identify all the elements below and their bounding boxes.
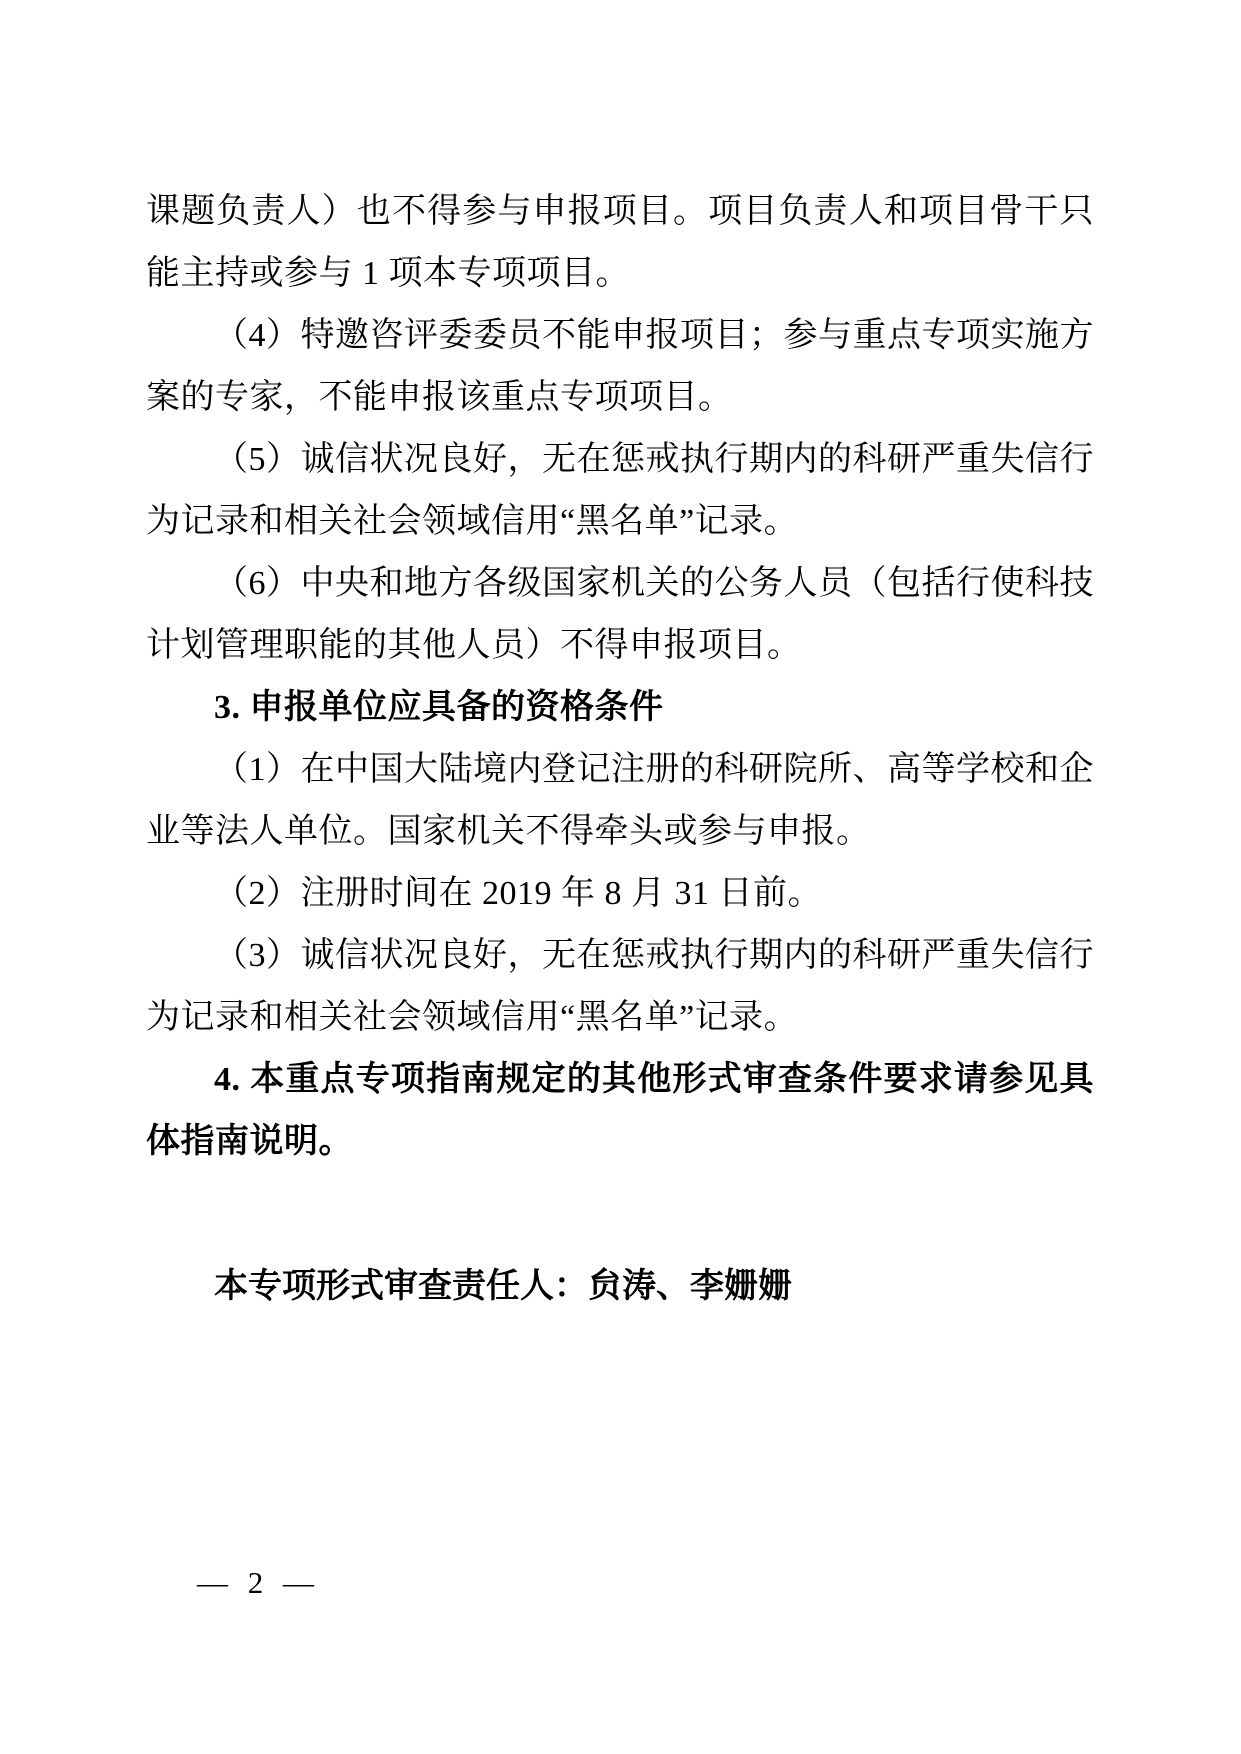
- section-heading-3: 3. 申报单位应具备的资格条件: [214, 689, 664, 726]
- paragraph-item-5: （5）诚信状况良好，无在惩戒执行期内的科研严重失信行为记录和相关社会领域信用“黑名单”记录。: [146, 441, 1094, 540]
- paragraph-unit-item-3: （3）诚信状况良好，无在惩戒执行期内的科研严重失信行为记录和相关社会领域信用“黑名单”记录。: [146, 937, 1094, 1036]
- page-number: — 2 —: [197, 1565, 315, 1600]
- paragraph-item-6: （6）中央和地方各级国家机关的公务人员（包括行使科技计划管理职能的其他人员）不得申报项目。: [146, 565, 1094, 664]
- signature-label: 本专项形式审查责任人：: [214, 1267, 588, 1305]
- document-body: [146, 181, 1094, 1317]
- paragraph-unit-item-2: （2）注册时间在 2019 年 8 月 31 日前。: [214, 875, 822, 912]
- paragraph-unit-item-1: （1）在中国大陆境内登记注册的科研院所、高等学校和企业等法人单位。国家机关不得牵头或参与申报。: [146, 751, 1094, 850]
- signature-line: [146, 1255, 1094, 1317]
- signature-names: 贠涛、李姗姗: [588, 1267, 792, 1305]
- section-heading-4: 4. 本重点专项指南规定的其他形式审查条件要求请参见具体指南说明。: [146, 1061, 1094, 1160]
- paragraph-item-4: （4）特邀咨评委委员不能申报项目；参与重点专项实施方案的专家，不能申报该重点专项项目。: [146, 317, 1094, 416]
- paragraph-continuation: 课题负责人）也不得参与申报项目。项目负责人和项目骨干只能主持或参与 1 项本专项项目。: [146, 193, 1094, 292]
